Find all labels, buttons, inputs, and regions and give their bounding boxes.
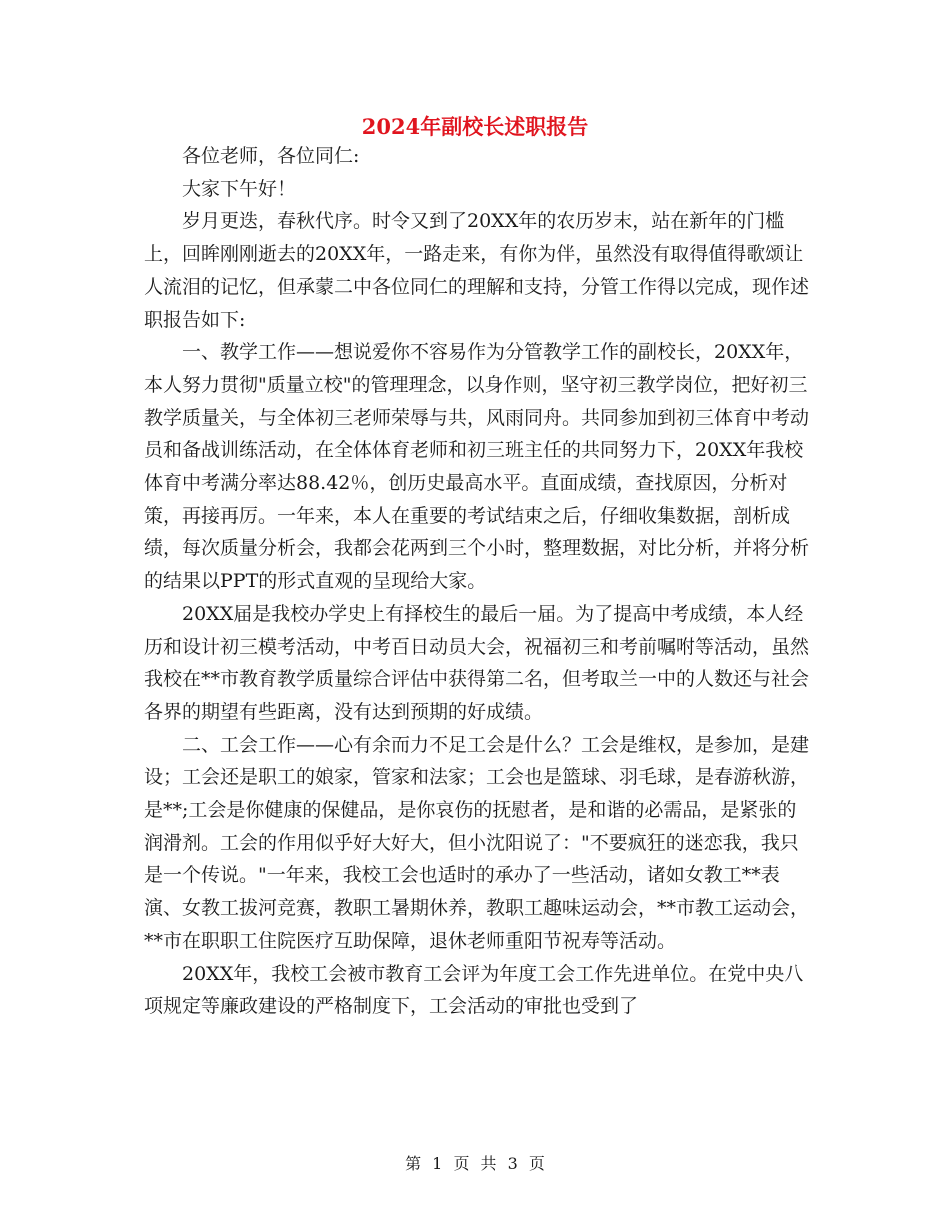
page-footer: 第 1 页 共 3 页: [405, 1154, 545, 1173]
union-work-paragraph: 二、工会工作——心有余而力不足工会是什么？工会是维权，是参加，是建设；工会还是职工的娘家，管家和法家；工会也是篮球、羽毛球，是春游秋游，是**;工会是你健康的保健品，是你哀伤的抚慰者，是和谐的必需品，是紧张的润滑剂。工会的作用似乎好大好大，但小沈阳说了："不要疯狂的迷恋我，我只是一个传说。"一年来，我校工会也适时的承办了一些活动，诸如女教工**表演、女教工拔河竞赛，教职工暑期休养，教职工趣味运动会，**市教工运动会，**市在职职工住院医疗互助保障，退休老师重阳节祝寿等活动。: [144, 733, 810, 952]
greeting-paragraph: 各位老师，各位同仁:: [182, 145, 360, 167]
graduating-class-paragraph: 20XX届是我校办学史上有择校生的最后一届。为了提高中考成绩，本人经历和设计初三模考活动，中考百日动员大会，祝福初三和考前嘱咐等活动，虽然我校在**市教育教学质量综合评估中获得第二名，但考取兰一中的人数还与社会各界的期望有些距离，没有达到预期的好成绩。: [144, 602, 810, 723]
teaching-work-paragraph: 一、教学工作——想说爱你不容易作为分管教学工作的副校长，20XX年，本人努力贯彻"质量立校"的管理理念，以身作则，坚守初三教学岗位，把好初三教学质量关，与全体初三老师荣辱与共，风雨同舟。共同参加到初三体育中考动员和备战训练活动，在全体体育老师和初三班主任的共同努力下，20XX年我校体育中考满分率达88.42％，创历史最高水平。直面成绩，查找原因，分析对策，再接再厉。一年来，本人在重要的考试结束之后，仔细收集数据，剖析成绩，每次质量分析会，我都会花两到三个小时，整理数据，对比分析，并将分析的结果以PPT的形式直观的呈现给大家。: [144, 341, 810, 593]
salutation-paragraph: 大家下午好！: [182, 177, 297, 200]
document-title: 2024年副校长述职报告: [361, 114, 589, 139]
union-award-paragraph: 20XX年，我校工会被市教育工会评为年度工会工作先进单位。在党中央八项规定等廉政建设的严格制度下，工会活动的审批也受到了: [144, 962, 804, 1018]
intro-paragraph: 岁月更迭，春秋代序。时令又到了20XX年的农历岁末，站在新年的门槛上，回眸刚刚逝去的20XX年，一路走来，有你为伴，虽然没有取得值得歌颂让人流泪的记忆，但承蒙二中各位同仁的理解和支持，分管工作得以完成，现作述职报告如下:: [144, 210, 810, 331]
document-body: [144, 140, 814, 1023]
